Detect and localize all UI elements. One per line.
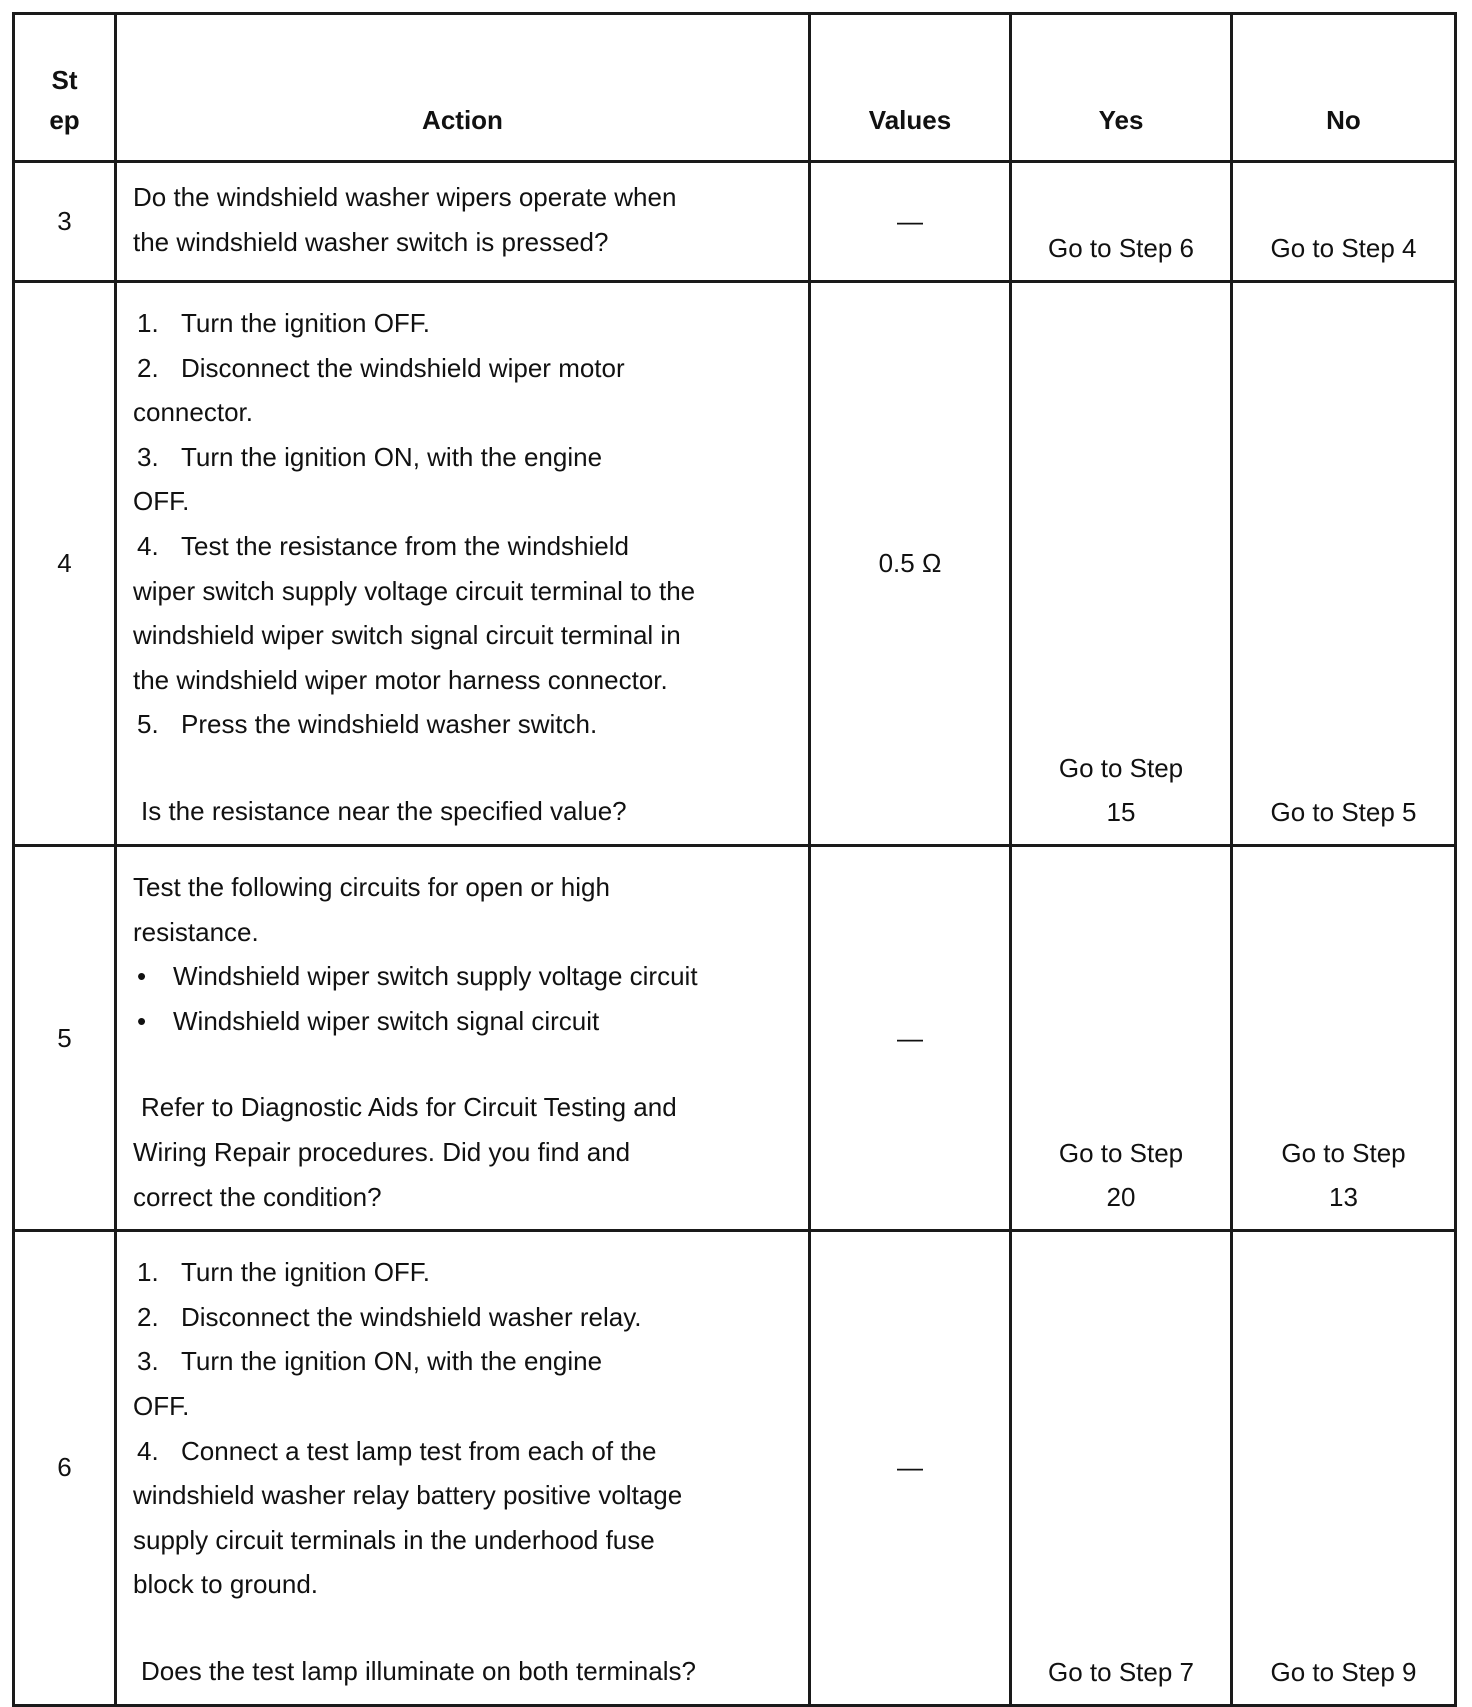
no-link[interactable]: Go to Step 5 (1270, 797, 1417, 827)
action-cell (116, 1231, 810, 1705)
yes-cell (1011, 1231, 1232, 1705)
no-link[interactable]: Go to Step 4 (1270, 233, 1417, 263)
value-cell: 0.5 Ω (810, 282, 1011, 846)
action-line: 4. Connect a test lamp test from each of the (137, 1435, 657, 1466)
value-cell: — (810, 162, 1011, 282)
header-yes: Yes (1011, 14, 1232, 162)
action-line: Test the following circuits for open or high (133, 872, 610, 902)
no-link[interactable]: Go to Step 9 (1270, 1656, 1417, 1687)
bullet-item: • Windshield wiper switch supply voltage circuit (133, 954, 794, 999)
yes-link[interactable]: Go to Step 6 (1048, 233, 1194, 263)
table-row-step-4 (14, 282, 1456, 846)
table-row-step-3 (14, 162, 1456, 282)
no-cell (1232, 162, 1456, 282)
yes-cell (1011, 162, 1232, 282)
action-line: windshield wiper switch signal circuit terminal in (133, 620, 681, 651)
action-line: Do the windshield washer wipers operate when (133, 182, 677, 212)
yes-link[interactable]: Go to Step 20 (1058, 1138, 1184, 1213)
action-line: 2. Disconnect the windshield wiper motor (137, 352, 625, 383)
value-cell: — (810, 1231, 1011, 1705)
action-line: 4. Test the resistance from the windshield (137, 530, 629, 561)
action-line: 3. Turn the ignition ON, with the engine (137, 441, 603, 472)
action-line: the windshield washer switch is pressed? (133, 226, 609, 257)
action-line: 1. Turn the ignition OFF. (137, 1257, 431, 1288)
no-link[interactable]: Go to Step 13 (1281, 1138, 1406, 1213)
action-cell (116, 282, 810, 846)
step-number: 6 (14, 1231, 116, 1705)
no-cell (1232, 846, 1456, 1231)
action-line: supply circuit terminals in the underhood fuse (133, 1524, 655, 1555)
bullet-item: • Windshield wiper switch signal circuit (133, 999, 794, 1044)
header-values: Values (810, 14, 1011, 162)
action-line: wiper switch supply voltage circuit terminal to the (133, 575, 696, 606)
action-line: correct the condition? (133, 1181, 382, 1212)
action-line: the windshield wiper motor harness connector. (133, 664, 668, 695)
yes-link[interactable]: Go to Step 15 (1058, 753, 1184, 827)
table-row-step-5 (14, 846, 1456, 1231)
step-number: 5 (14, 846, 116, 1231)
action-question: Does the test lamp illuminate on both terminals? (141, 1655, 696, 1686)
action-line: 2. Disconnect the windshield washer relay. (137, 1301, 642, 1332)
step-number: 4 (14, 282, 116, 846)
table-row-step-6 (14, 1231, 1456, 1705)
diagnostic-table (12, 12, 1457, 1707)
action-line: block to ground. (133, 1569, 319, 1600)
action-cell (116, 846, 810, 1231)
action-cell (116, 162, 810, 282)
yes-cell (1011, 846, 1232, 1231)
action-line: Refer to Diagnostic Aids for Circuit Testing and (141, 1092, 677, 1123)
value-cell: — (810, 846, 1011, 1231)
action-line: 1. Turn the ignition OFF. (137, 308, 431, 338)
action-line: Wiring Repair procedures. Did you find and (133, 1136, 631, 1167)
bullet-icon: • (137, 1005, 147, 1036)
action-line: 5. Press the windshield washer switch. (137, 709, 598, 740)
header-row (14, 14, 1456, 162)
no-cell (1232, 1231, 1456, 1705)
action-line: OFF. (133, 486, 190, 517)
action-line: windshield washer relay battery positive voltage (133, 1480, 683, 1511)
step-number: 3 (14, 162, 116, 282)
header-step: St ep (14, 14, 116, 162)
no-cell (1232, 282, 1456, 846)
header-action: Action (116, 14, 810, 162)
yes-link[interactable]: Go to Step 7 (1048, 1656, 1194, 1687)
bullet-icon: • (137, 961, 147, 992)
header-no: No (1232, 14, 1456, 162)
action-line: resistance. (133, 916, 259, 947)
action-question: Is the resistance near the specified value? (141, 795, 627, 826)
action-line: connector. (133, 397, 253, 428)
yes-cell (1011, 282, 1232, 846)
action-line: 3. Turn the ignition ON, with the engine (137, 1346, 603, 1377)
action-line: OFF. (133, 1390, 190, 1421)
